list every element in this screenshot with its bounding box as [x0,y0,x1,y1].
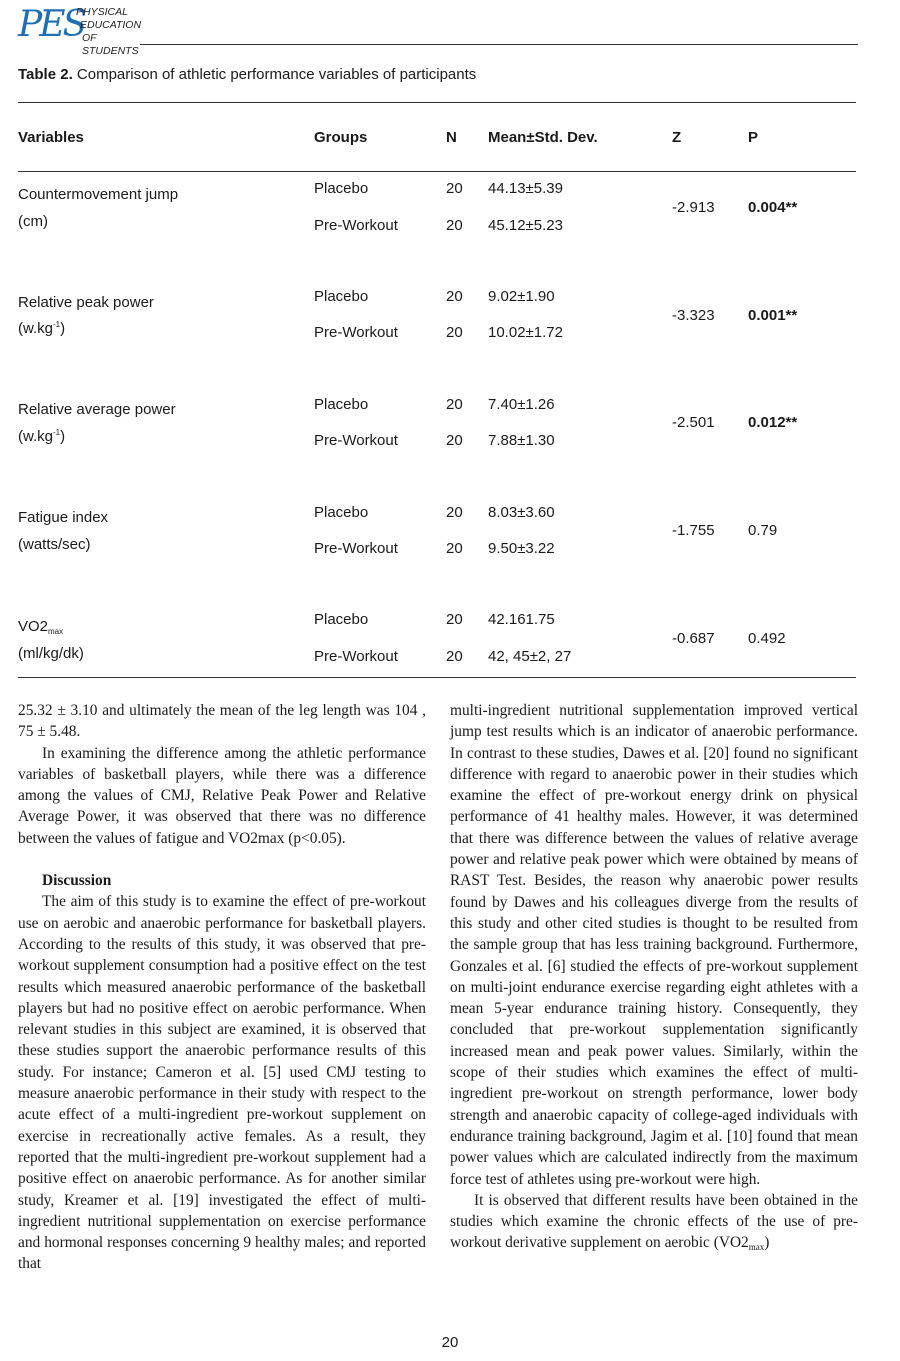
mean-cell: 42, 45±2, 27 [488,648,572,665]
group-cell: Pre-Workout [314,324,398,341]
mean-cell: 9.02±1.90 [488,288,555,305]
z-cell: -2.913 [672,199,715,216]
variable-name: Relative average power [18,401,176,418]
variable-unit: (cm) [18,213,48,230]
p-cell: 0.492 [748,630,786,647]
logo-line: PHYSICAL [76,6,128,18]
header-variables: Variables [18,129,84,146]
group-cell: Placebo [314,504,369,521]
z-cell: -3.323 [672,307,715,324]
logo-text [76,6,148,58]
group-cell: Pre-Workout [314,648,398,665]
body-column-right [450,700,858,1259]
mean-cell: 10.02±1.72 [488,324,563,341]
p-cell: 0.004** [748,199,798,216]
z-cell: -0.687 [672,630,715,647]
n-cell: 20 [446,396,463,413]
mean-cell: 42.161.75 [488,611,555,628]
table-title [18,66,476,83]
header-mean: Mean±Std. Dev. [488,129,598,146]
group-cell: Pre-Workout [314,432,398,449]
journal-logo [18,4,148,57]
n-cell: 20 [446,288,463,305]
group-cell: Pre-Workout [314,540,398,557]
n-cell: 20 [446,648,463,665]
group-cell: Placebo [314,180,369,197]
variable-unit: (watts/sec) [18,536,91,553]
p-cell: 0.012** [748,414,798,431]
section-heading: Discussion [42,872,112,890]
mean-cell: 7.40±1.26 [488,396,555,413]
n-cell: 20 [446,217,463,234]
variable-unit: (ml/kg/dk) [18,645,84,662]
mean-cell: 7.88±1.30 [488,432,555,449]
page-number: 20 [441,1334,459,1351]
table-bottom-rule [18,677,856,678]
p-cell: 0.79 [748,522,778,539]
mean-cell: 9.50±3.22 [488,540,555,557]
z-cell: -2.501 [672,414,715,431]
mean-cell: 45.12±5.23 [488,217,563,234]
n-cell: 20 [446,432,463,449]
group-cell: Placebo [314,396,369,413]
logo-line: EDUCATION [80,19,142,31]
header-z: Z [672,129,682,146]
n-cell: 20 [446,540,463,557]
p-cell: 0.001** [748,307,798,324]
n-cell: 20 [446,324,463,341]
paragraph: multi-ingredient nutritional supplementation improved vertical jump test results which is an indicator of anaerobic performance. In contrast to these studies, Dawes et al. [20] found no significant difference with regard to anaerobic power in their studies which examine the effect of pre-workout energy drink on physical performance of 41 healthy males. However, it was determined that there was difference between the values of relative average power and relative peak power which were obtained by means of RAST Test. Besides, the reason why anaerobic power results found by Dawes and his colleagues diverge from the results of this study and other cited studies is thought to be resulted from the sample group that has less training background. Furthermore, Gonzales et al. [6] studied the effects of pre-workout supplement on multi-joint endurance exercise regarding eight athletes with a mean 5-year endurance training history. Consequently, they concluded that pre-workout supplementation significantly increased mean and peak power values. Similarly, within the scope of their studies which examines the effect of multi-ingredient pre-workout on strength performance, lower body strength and anaerobic capacity of college-aged individuals with endurance training background, Jagim et al. [10] found that mean power values which are calculated indirectly from the maximum force test of athletes using pre-workout were high. [450,702,858,1188]
mean-cell: 44.13±5.39 [488,180,563,197]
header-rule-bottom [18,171,856,172]
variable-unit: $(w.kg^{-1})$ [18,320,66,337]
z-cell: -1.755 [672,522,715,539]
group-cell: Placebo [314,288,369,305]
header-p: P [748,129,759,146]
paragraph: The aim of this study is to examine the effect of pre-workout use on aerobic and anaerobic performance for basketball players. According to the results of this study, it was observed that pre-workout supplement consumption had a positive effect on the test results which measured anaerobic performance of the basketball players but had no positive effect on aerobic performance. When relevant studies in this subject are examined, it is observed that these studies support the anaerobic performance results of this study. For instance; Cameron et al. [5] used CMJ testing to measure anaerobic performance in their study with respect to the acute effect of a multi-ingredient pre-workout supplement on exercise in recreationally active females. As a result, they reported that the multi-ingredient pre-workout supplement had a positive effect on anaerobic performance. As for another similar study, Kreamer et al. [19] investigated the effect of multi-ingredient nutritional supplementation on exercise performance and hormonal responses concerning 9 healthy males; and reported that [18,893,426,1273]
header-groups: Groups [314,129,368,146]
table-label: Table 2. [18,66,73,83]
header-n: N [446,129,457,146]
paragraph: 25.32 ± 3.10 and ultimately the mean of the leg length was 104 , 75 ± 5.48. [18,702,426,741]
variable-name: Relative peak power [18,294,154,311]
variable-name: Countermovement jump [18,186,179,203]
n-cell: 20 [446,180,463,197]
body-column-left [18,700,426,1275]
mean-cell: 8.03±3.60 [488,504,555,521]
paragraph: It is observed that different results have been obtained in the studies which examine the chronic effects of the use of pre-workout derivative supplement on aerobic $(VO2_{max})$ [450,1191,858,1253]
table-top-rule [18,102,856,103]
n-cell: 20 [446,504,463,521]
variable-unit: $(w.kg^{-1})$ [18,428,66,445]
table-caption: Comparison of athletic performance variables of participants [76,66,477,83]
logo-mark: PES [18,4,85,45]
group-cell: Pre-Workout [314,217,398,234]
n-cell: 20 [446,611,463,628]
variable-name: $VO2_{max}$ [18,618,64,636]
header-rule [140,44,858,45]
variable-name: Fatigue index [18,509,109,526]
group-cell: Placebo [314,611,369,628]
logo-line: OF STUDENTS [82,32,139,57]
paragraph: In examining the difference among the athletic performance variables of basketball players, while there was a difference among the values of CMJ, Relative Peak Power and Relative Average Power, it was observed that there was no difference between the values of fatigue and VO2max (p<0.05). [18,744,426,847]
